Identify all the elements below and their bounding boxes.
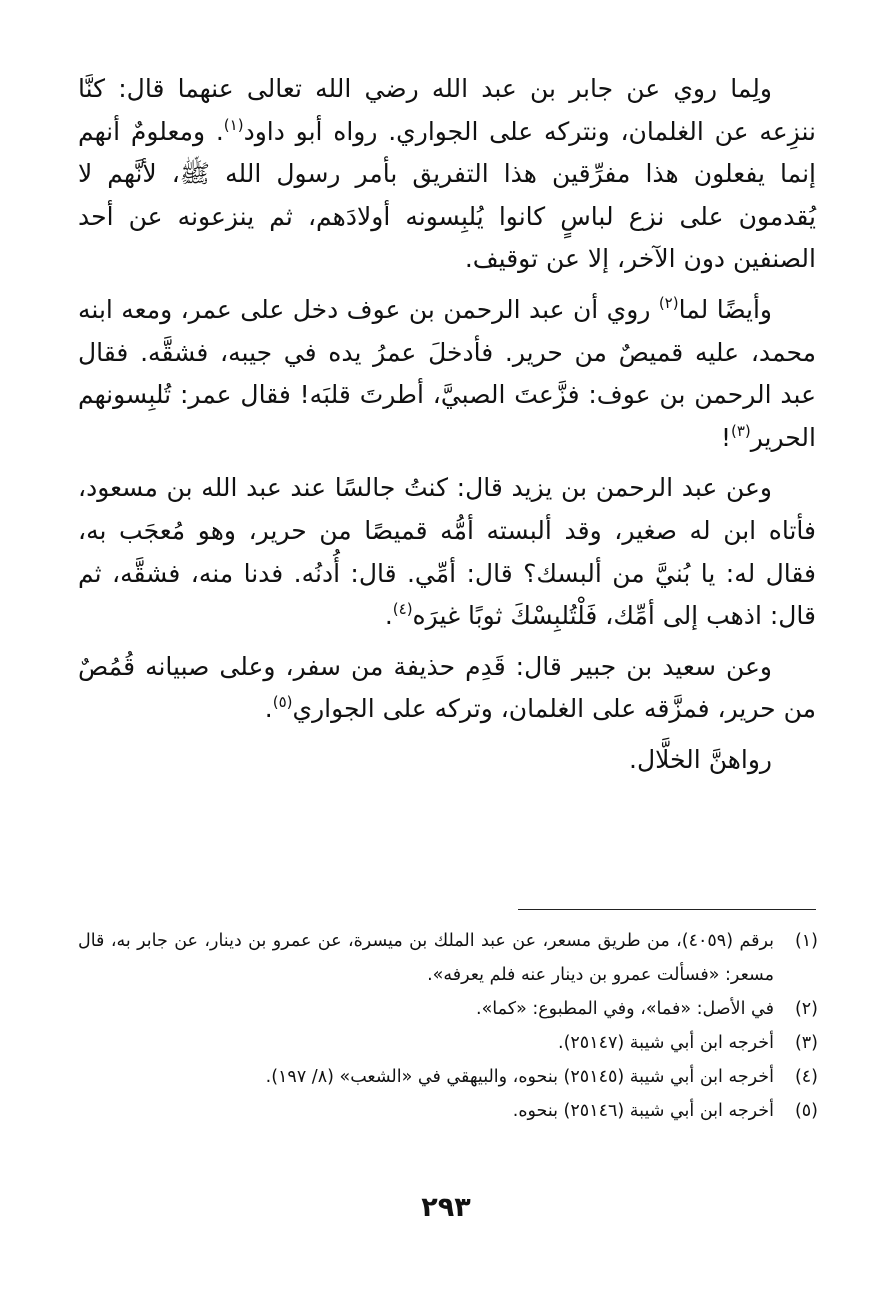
footnote-number: (١) xyxy=(794,931,818,951)
footnote-text: أخرجه ابن أبي شيبة (٢٥١٤٧). xyxy=(558,1033,774,1053)
footnote-number: (٢) xyxy=(794,999,818,1019)
footnote-text: في الأصل: «فما»، وفي المطبوع: «كما». xyxy=(476,999,774,1019)
footnote-separator xyxy=(518,909,816,910)
footnote-ref-4: (٤) xyxy=(392,600,413,619)
page-body xyxy=(78,68,816,790)
paragraph-3-text: وعن عبد الرحمن بن يزيد قال: كنتُ جالسًا عند عبد الله بن مسعود، فأتاه ابن له صغير، وقد ألبسته أمُّه قميصًا من حرير، وهو مُعجَب به، فقال له: يا بُنيَّ من ألبسك؟ قال: أمِّي. قال: أُدنُه. فدنا منه، فشقَّه، ثم قال: اذهب إلى أمِّك، فَلْتُلبِسْكَ ثوبًا غيرَه xyxy=(78,473,816,631)
footnote-number: (٣) xyxy=(794,1033,818,1053)
footnote-2 xyxy=(78,992,818,1026)
footnote-5 xyxy=(78,1094,818,1128)
footnote-4 xyxy=(78,1060,818,1094)
footnote-3 xyxy=(78,1026,818,1060)
paragraph-1 xyxy=(78,68,816,281)
paragraph-2-text-cont: روي أن عبد الرحمن بن عوف دخل على عمر، ومعه ابنه محمد، عليه قميصٌ من حرير. فأدخلَ عمرُ يده في جيبه، فشقَّه. فقال عبد الرحمن بن عوف: فزَّعتَ الصبيَّ، أطرتَ قلبَه! فقال عمر: تُلبِسونهم الحرير xyxy=(78,294,816,452)
paragraph-3 xyxy=(78,467,816,637)
page-number: ٢٩٣ xyxy=(421,1192,471,1223)
paragraph-2-text-end: ! xyxy=(720,422,731,452)
main-text xyxy=(78,68,816,782)
paragraph-4-text: وعن سعيد بن جبير قال: قَدِم حذيفة من سفر، وعلى صبيانه قُمُصٌ من حرير، فمزَّقه على الغلمان، وتركه على الجواري xyxy=(78,651,816,724)
footnote-ref-1: (١) xyxy=(223,115,244,134)
paragraph-2 xyxy=(78,289,816,459)
footnote-number: (٥) xyxy=(794,1101,818,1121)
footnote-text: برقم (٤٠٥٩)، من طريق مسعر، عن عبد الملك بن ميسرة، عن عمرو بن دينار، عن جابر به، قال مسعر: «فسألت عمرو بن دينار عنه فلم يعرفه». xyxy=(78,931,774,985)
footnote-1 xyxy=(78,924,818,992)
paragraph-1-text: ولِما روي عن جابر بن عبد الله رضي الله تعالى عنهما قال: كنَّا ننزِعه عن الغلمان، ونتركه على الجواري. رواه أبو داود xyxy=(78,74,816,146)
footnote-ref-5: (٥) xyxy=(272,693,293,712)
footnote-ref-2: (٢) xyxy=(658,293,679,312)
footnote-number: (٤) xyxy=(794,1067,818,1087)
footnote-ref-3: (٣) xyxy=(730,421,751,440)
footnotes xyxy=(78,924,818,1128)
paragraph-3-text-end: . xyxy=(384,601,393,631)
footnote-text: أخرجه ابن أبي شيبة (٢٥١٤٦) بنحوه. xyxy=(512,1101,774,1121)
paragraph-5: رواهنَّ الخلَّال. xyxy=(629,744,772,774)
paragraph-2-text: وأيضًا لما xyxy=(678,294,772,324)
paragraph-4 xyxy=(78,646,816,731)
paragraph-4-text-end: . xyxy=(264,694,273,724)
paragraph-1-text-cont: . ومعلومٌ أنهم إنما يفعلون هذا مفرِّقين هذا التفريق بأمر رسول الله ﷺ، لأنَّهم لا يُقدمون على نزع لباسٍ كانوا يُلبِسونه أولادَهم، ثم ينزعونه عن أحد الصنفين دون الآخر، إلا عن توقيف. xyxy=(78,116,816,274)
footnote-text: أخرجه ابن أبي شيبة (٢٥١٤٥) بنحوه، والبيهقي في «الشعب» (٨/ ١٩٧). xyxy=(265,1067,774,1087)
